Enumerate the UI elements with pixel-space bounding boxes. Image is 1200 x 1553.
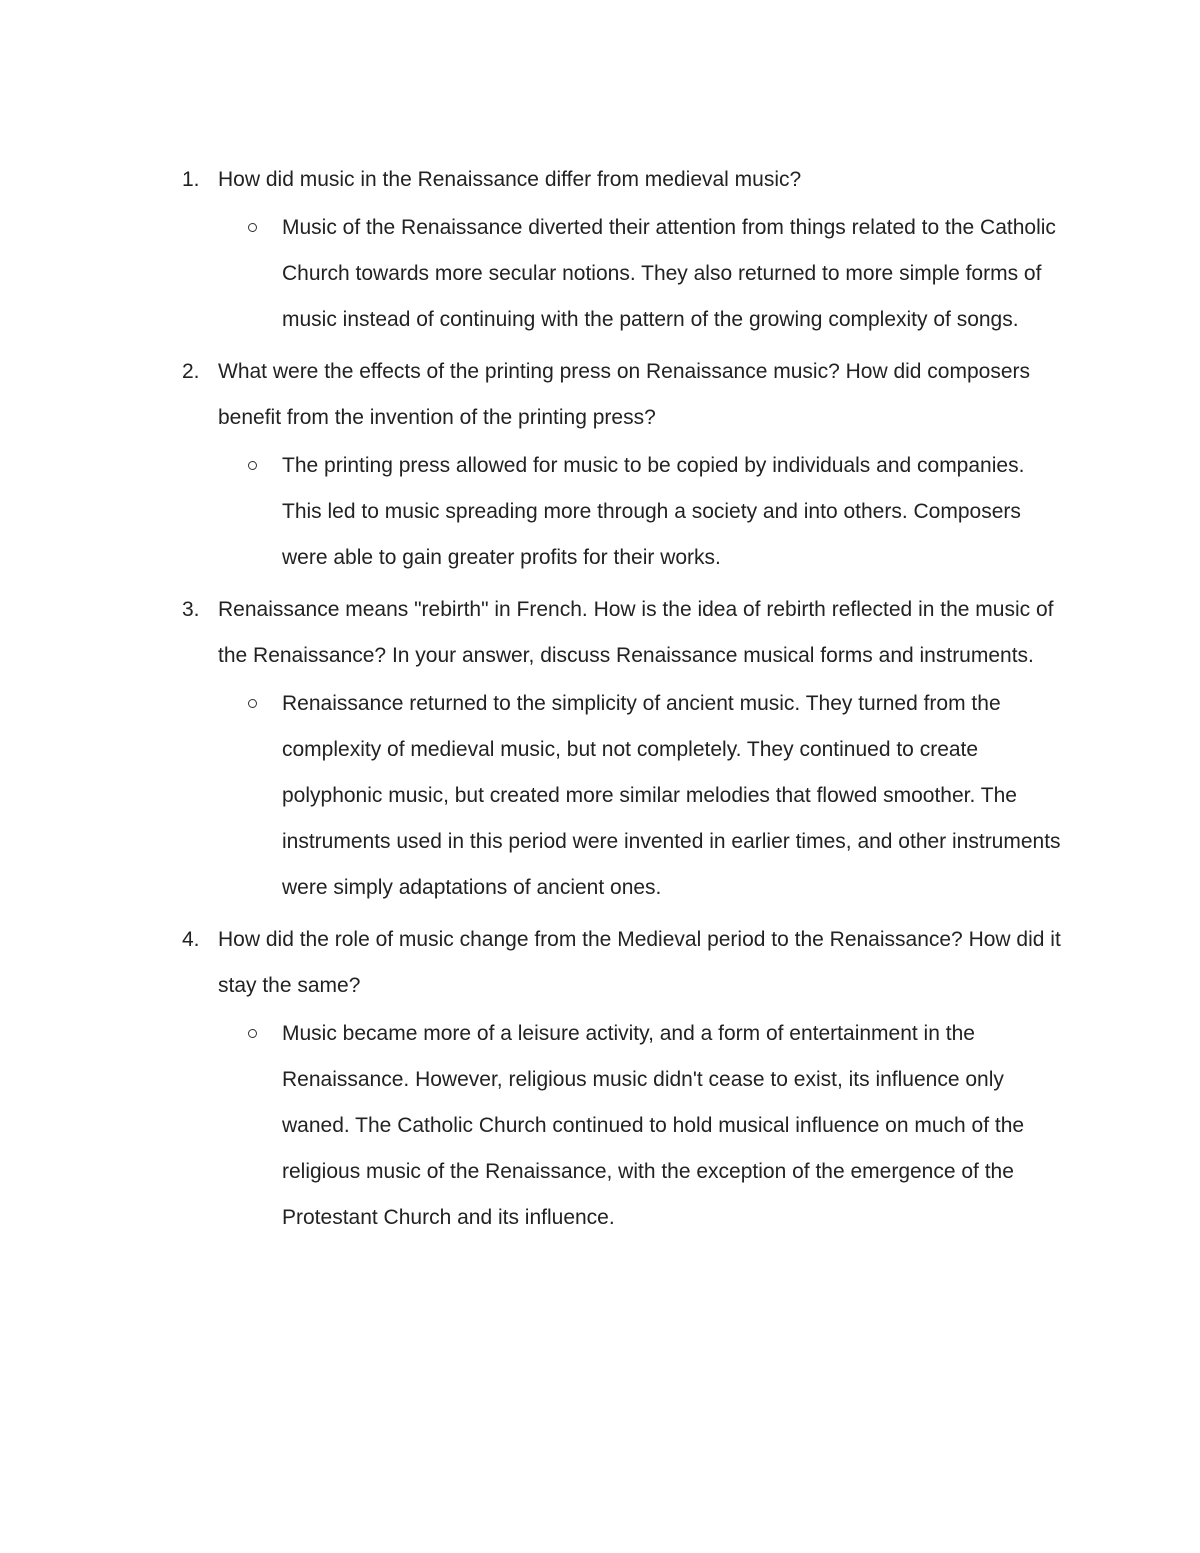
question-list	[182, 157, 1082, 1247]
hollow-bullet-icon	[248, 681, 282, 911]
answer-text: Renaissance returned to the simplicity of ancient music. They turned from the complexity of medieval music, but not completely. They continued to create polyphonic music, but created more similar melodies that flowed smoother. The instruments used in this period were invented in earlier times, and other instruments were simply adaptations of ancient ones.	[282, 692, 1061, 899]
question-3	[182, 587, 1082, 679]
answer-text: Music became more of a leisure activity, and a form of entertainment in the Renaissance. However, religious music didn't cease to exist, its influence only waned. The Catholic Church continued to hold musical influence on much of the religious music of the Renaissance, with the exception of the emergence of the Protestant Church and its influence.	[282, 1022, 1025, 1229]
question-4	[182, 917, 1082, 1009]
question-number: 2.	[182, 360, 200, 383]
question-number: 1.	[182, 168, 200, 191]
hollow-bullet-icon	[248, 443, 282, 581]
question-text: How did music in the Renaissance differ from medieval music?	[218, 168, 802, 191]
question-item-1	[182, 157, 1082, 343]
answer-3	[248, 681, 1082, 911]
question-item-4	[182, 917, 1082, 1241]
question-item-2	[182, 349, 1082, 581]
answer-2	[248, 443, 1082, 581]
question-2	[182, 349, 1082, 441]
question-item-3	[182, 587, 1082, 911]
answer-text: Music of the Renaissance diverted their attention from things related to the Catholic Church towards more secular notions. They also returned to more simple forms of music instead of continuing with the pattern of the growing complexity of songs.	[282, 216, 1056, 331]
question-text: Renaissance means "rebirth" in French. How is the idea of rebirth reflected in the music of the Renaissance? In your answer, discuss Renaissance musical forms and instruments.	[218, 598, 1054, 667]
question-number: 3.	[182, 598, 200, 621]
answer-1	[248, 205, 1082, 343]
answer-4	[248, 1011, 1082, 1241]
answer-text: The printing press allowed for music to be copied by individuals and companies. This led to music spreading more through a society and into others. Composers were able to gain greater profits for their works.	[282, 454, 1025, 569]
question-text: How did the role of music change from the Medieval period to the Renaissance? How did it stay the same?	[218, 928, 1061, 997]
question-1	[182, 157, 1082, 203]
hollow-bullet-icon	[248, 1011, 282, 1241]
question-number: 4.	[182, 928, 200, 951]
question-text: What were the effects of the printing press on Renaissance music? How did composers benefit from the invention of the printing press?	[218, 360, 1031, 429]
hollow-bullet-icon	[248, 205, 282, 343]
